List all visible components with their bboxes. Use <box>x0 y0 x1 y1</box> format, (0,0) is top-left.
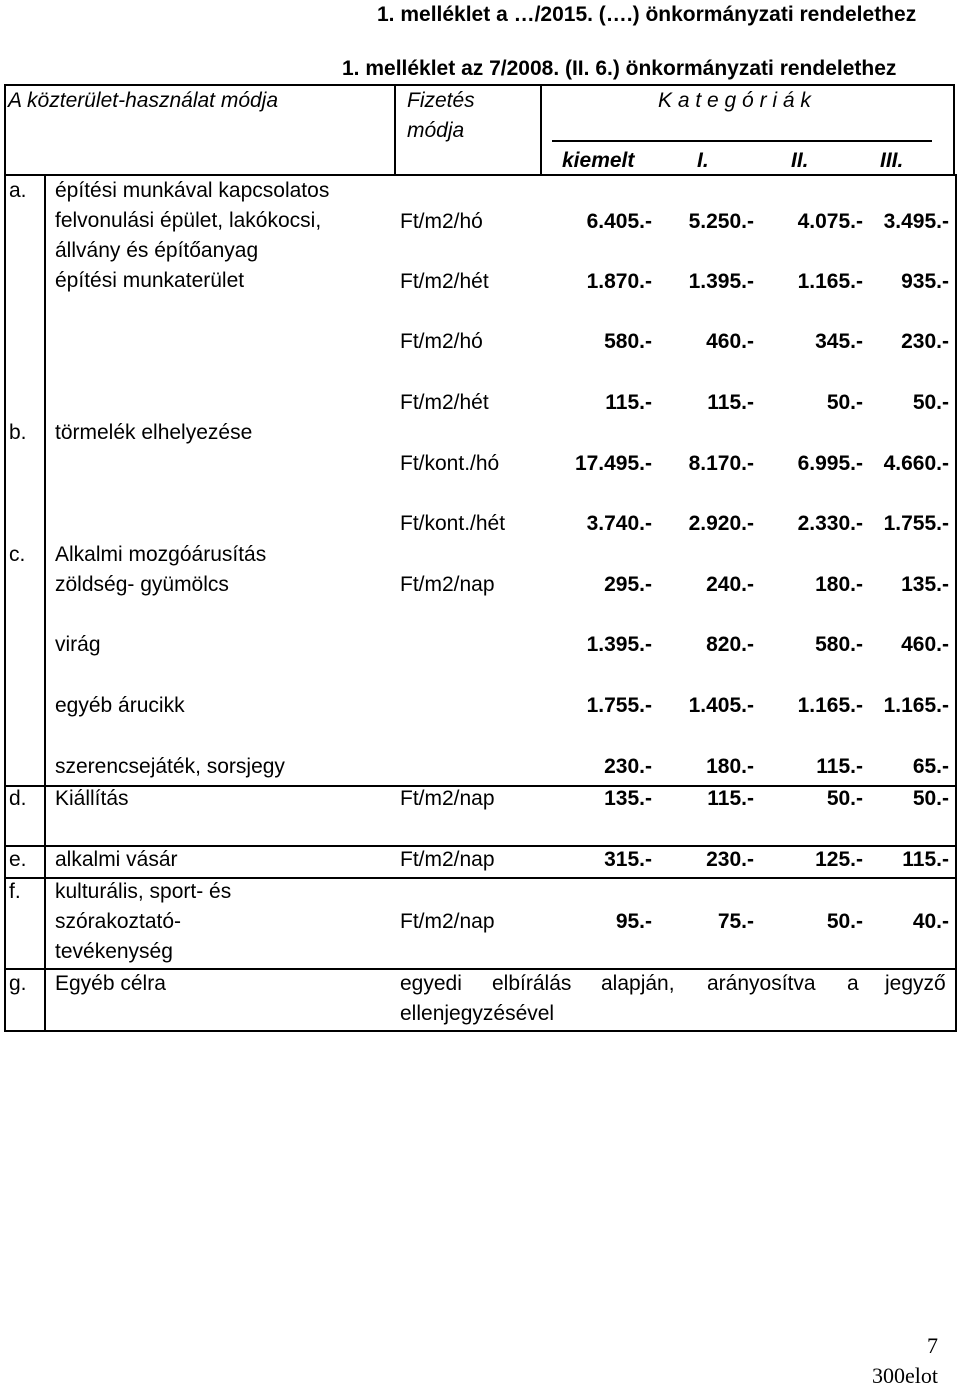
row-d-ii: 50.- <box>826 787 863 810</box>
row-c4-kiemelt: 230.- <box>604 755 652 778</box>
row-c3-kiemelt: 1.755.- <box>586 694 652 717</box>
row-a2-i: 1.395.- <box>688 270 754 293</box>
table-left-border <box>4 84 6 1032</box>
row-g-note-word: arányosítva <box>707 972 816 995</box>
row-e-kiemelt: 315.- <box>604 848 652 871</box>
annex-heading-original: 1. melléklet az 7/2008. (II. 6.) önkormányzati rendelethez <box>342 57 897 80</box>
row-f-desc-line2: szórakoztató- <box>55 910 182 933</box>
row-f-unit: Ft/m2/nap <box>400 910 495 933</box>
row-a4-kiemelt: 115.- <box>605 391 652 414</box>
row-a3-ii: 345.- <box>815 330 863 353</box>
row-e-unit: Ft/m2/nap <box>400 848 495 871</box>
row-c3-ii: 1.165.- <box>797 694 863 717</box>
row-c-desc-line2: zöldség- gyümölcs <box>55 573 229 596</box>
row-a2-unit: Ft/m2/hét <box>400 270 489 293</box>
table-right-border <box>955 174 957 1032</box>
header-payment-line2: módja <box>407 119 465 142</box>
row-a4-i: 115.- <box>707 391 754 414</box>
row-g-note-word: a <box>847 972 859 995</box>
row-a2-iii: 935.- <box>901 270 949 293</box>
row-e-iii: 115.- <box>902 848 949 871</box>
row-c3-desc: egyéb árucikk <box>55 694 185 717</box>
header-cat-kiemelt: kiemelt <box>562 149 635 172</box>
row-f-letter: f. <box>9 880 21 903</box>
table-top-border <box>4 84 955 86</box>
row-a-desc-line2: felvonulási épület, lakókocsi, <box>55 209 322 232</box>
row-b2-ii: 2.330.- <box>797 512 863 535</box>
row-b2-unit: Ft/kont./hét <box>400 512 506 535</box>
row-c2-iii: 460.- <box>901 633 949 656</box>
row-c1-i: 240.- <box>706 573 754 596</box>
row-b2-i: 2.920.- <box>688 512 754 535</box>
row-c-unit: Ft/m2/nap <box>400 573 495 596</box>
row-a-desc-line4: építési munkaterület <box>55 269 245 292</box>
row-g-desc: Egyéb célra <box>55 972 166 995</box>
row-a-letter: a. <box>9 179 27 202</box>
row-a1-unit: Ft/m2/hó <box>400 210 483 233</box>
row-b2-kiemelt: 3.740.- <box>586 512 652 535</box>
row-c2-desc: virág <box>55 633 101 656</box>
page-number: 7 <box>927 1333 938 1358</box>
row-b1-iii: 4.660.- <box>883 452 949 475</box>
row-f-iii: 40.- <box>912 910 949 933</box>
row-c3-i: 1.405.- <box>688 694 754 717</box>
row-a1-kiemelt: 6.405.- <box>586 210 652 233</box>
row-d-letter: d. <box>9 787 27 810</box>
row-divider-f-g <box>4 968 957 970</box>
row-g-note-word: alapján, <box>601 972 675 995</box>
row-b-letter: b. <box>9 421 27 444</box>
row-b1-kiemelt: 17.495.- <box>574 452 652 475</box>
row-b1-i: 8.170.- <box>688 452 754 475</box>
header-cat-iii: III. <box>880 149 904 172</box>
row-d-kiemelt: 135.- <box>604 787 652 810</box>
header-payment-line1: Fizetés <box>407 89 475 112</box>
row-a3-iii: 230.- <box>901 330 949 353</box>
header-divider-payment <box>394 84 396 176</box>
row-a1-ii: 4.075.- <box>797 210 863 233</box>
header-cat-ii: II. <box>791 149 809 172</box>
row-c1-kiemelt: 295.- <box>604 573 652 596</box>
row-c4-i: 180.- <box>706 755 754 778</box>
row-a4-unit: Ft/m2/hét <box>400 391 489 414</box>
row-c4-iii: 65.- <box>912 755 949 778</box>
row-f-desc-line1: kulturális, sport- és <box>55 880 232 903</box>
row-c1-ii: 180.- <box>815 573 863 596</box>
row-c1-iii: 135.- <box>901 573 949 596</box>
letter-column-divider <box>44 174 46 1032</box>
row-a-desc-line1: építési munkával kapcsolatos <box>55 179 330 202</box>
row-a3-unit: Ft/m2/hó <box>400 330 483 353</box>
header-mode: A közterület-használat módja <box>8 89 279 112</box>
row-c2-i: 820.- <box>706 633 754 656</box>
row-c-letter: c. <box>9 543 26 566</box>
row-e-ii: 125.- <box>815 848 863 871</box>
categories-underline <box>552 140 932 142</box>
row-d-unit: Ft/m2/nap <box>400 787 495 810</box>
row-a1-iii: 3.495.- <box>883 210 949 233</box>
row-a3-kiemelt: 580.- <box>604 330 652 353</box>
row-b1-unit: Ft/kont./hó <box>400 452 500 475</box>
row-e-i: 230.- <box>706 848 754 871</box>
table-bottom-border <box>4 1030 957 1032</box>
row-a4-ii: 50.- <box>826 391 863 414</box>
row-a2-ii: 1.165.- <box>797 270 863 293</box>
row-a3-i: 460.- <box>706 330 754 353</box>
row-b1-ii: 6.995.- <box>797 452 863 475</box>
row-f-i: 75.- <box>717 910 754 933</box>
row-a4-iii: 50.- <box>912 391 949 414</box>
header-categories: K a t e g ó r i á k <box>658 89 811 112</box>
row-divider-e-f <box>4 877 957 879</box>
row-g-note-word: elbírálás <box>492 972 572 995</box>
row-g-note-word: jegyző <box>885 972 946 995</box>
header-divider-categories <box>540 84 542 176</box>
row-f-ii: 50.- <box>826 910 863 933</box>
row-c3-iii: 1.165.- <box>883 694 949 717</box>
row-b2-iii: 1.755.- <box>883 512 949 535</box>
row-d-desc: Kiállítás <box>55 787 129 810</box>
row-d-iii: 50.- <box>912 787 949 810</box>
row-c2-ii: 580.- <box>815 633 863 656</box>
row-c-desc-line1: Alkalmi mozgóárusítás <box>55 543 267 566</box>
header-cat-i: I. <box>697 149 709 172</box>
row-b-desc: törmelék elhelyezése <box>55 421 253 444</box>
row-c4-desc: szerencsejáték, sorsjegy <box>55 755 285 778</box>
row-d-i: 115.- <box>707 787 754 810</box>
row-a1-i: 5.250.- <box>688 210 754 233</box>
row-f-desc-line3: tevékenység <box>55 940 173 963</box>
row-g-note-word: egyedi <box>400 972 462 995</box>
row-c2-kiemelt: 1.395.- <box>586 633 652 656</box>
row-g-letter: g. <box>9 972 27 995</box>
row-f-kiemelt: 95.- <box>615 910 652 933</box>
row-c4-ii: 115.- <box>816 755 863 778</box>
row-g-note-line2: ellenjegyzésével <box>400 1002 555 1025</box>
header-bottom-border <box>4 174 957 176</box>
row-e-letter: e. <box>9 848 27 871</box>
row-e-desc: alkalmi vásár <box>55 848 178 871</box>
annex-heading-new: 1. melléklet a …/2015. (….) önkormányzati rendelethez <box>377 3 917 26</box>
row-a2-kiemelt: 1.870.- <box>586 270 652 293</box>
row-divider-d-e <box>4 845 957 847</box>
document-code: 300elot <box>872 1363 938 1388</box>
table-right-border-top <box>953 84 955 176</box>
row-a-desc-line3: állvány és építőanyag <box>55 239 259 262</box>
